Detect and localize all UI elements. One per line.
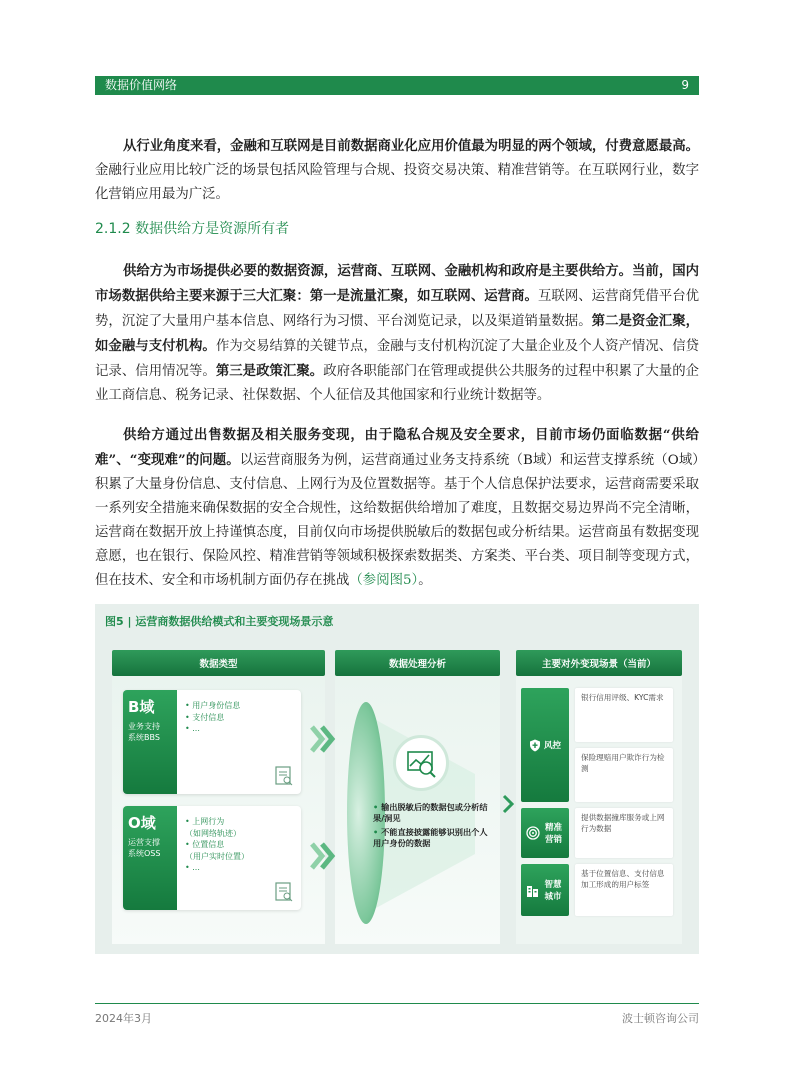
b-domain-card xyxy=(123,690,301,794)
header-bar xyxy=(95,76,699,95)
list-item: （用户实时位置） xyxy=(185,851,249,861)
list-item: • 位置信息 xyxy=(185,840,225,849)
list-item: • 用户身份信息 xyxy=(185,701,241,710)
scene-label-marketing: 精准营销 xyxy=(544,823,562,845)
chevron-right-icon xyxy=(501,794,515,814)
b-domain-name: B域 xyxy=(128,698,155,716)
column-header-processing: 数据处理分析 xyxy=(335,650,500,676)
b-domain-desc1: 业务支持 xyxy=(128,722,160,731)
paragraph-3 xyxy=(95,423,699,593)
list-item: • 不能直接披露能够识别出个人用户身份的数据 xyxy=(373,827,493,849)
list-item: • 上网行为 xyxy=(185,817,225,826)
para1-text: 金融行业应用比较广泛的场景包括风险管理与合规、投资交易决策、精准营销等。在互联网行业，数字化营销应用最为广泛。 xyxy=(95,163,699,202)
scene-label-city: 智慧城市 xyxy=(544,880,562,902)
list-item: • ... xyxy=(185,724,200,733)
o-domain-desc2: 系统OSS xyxy=(128,849,161,858)
para2-s5: 第三是政策汇聚。 xyxy=(215,363,324,379)
para2-s4: 作为交易结算的关键节点，金融与支付机构沉淀了大量企业及个人资产情况、信贷记录、信用情况等。 xyxy=(95,339,700,379)
processing-list xyxy=(373,802,493,852)
scene-tag-risk xyxy=(521,688,569,802)
para3-end: 。 xyxy=(418,573,432,588)
building-icon xyxy=(526,883,539,897)
scene-box-risk-1: 银行信用评级、KYC需求 xyxy=(575,688,673,742)
b-domain-list xyxy=(185,700,240,735)
figure-title: 图5 | 运营商数据供给模式和主要变现场景示意 xyxy=(105,615,334,628)
o-domain-tag xyxy=(123,806,177,910)
scene-box-risk-2: 保险理赔用户欺诈行为检测 xyxy=(575,748,673,802)
scene-label-risk: 风控 xyxy=(543,741,561,751)
section-title: 数据价值网络 xyxy=(105,78,178,92)
para2-s2: 互联网、运营商凭借平台优势，沉淀了大量用户基本信息、网络行为习惯、平台浏览记录，以及渠道销量数据。 xyxy=(95,289,700,329)
column-header-data-type: 数据类型 xyxy=(112,650,325,676)
list-item: • 输出脱敏后的数据包或分析结果/洞见 xyxy=(373,802,493,824)
scene-box-city: 基于位置信息、支付信息加工形成的用户标签 xyxy=(575,864,673,916)
o-domain-list xyxy=(185,816,249,874)
column-header-scenes: 主要对外变现场景（当前） xyxy=(516,650,682,676)
target-icon xyxy=(526,826,540,840)
para2-s3: 第二是资金汇聚，如金融与支付机构。 xyxy=(95,313,700,354)
para3-s2: 以运营商服务为例，运营商通过业务支持系统（B域）和运营支撑系统（O域）积累了大量身份信息、支付信息、上网行为及位置数据等。基于个人信息保护法要求，运营商需要采取一系列安全措施来确保数据的安全合规性，这给数据供给增加了难度，且数据交易边界尚不完全清晰，运营商在数据开放上持谨慎态度，目前仅向市场提供脱敏后的数据包或分析结果。运营商虽有数据变现意愿，也在银行、保险风控、精准营销等领域积极探索数据类、方案类、平台类、项目制等变现方式，但在技术、安全和市场机制方面仍存在挑战 xyxy=(95,453,699,588)
scene-tag-marketing xyxy=(521,808,569,858)
footer-divider xyxy=(95,1003,699,1004)
paragraph-1 xyxy=(95,134,699,207)
document-icon xyxy=(275,882,293,902)
chevron-right-icon xyxy=(308,841,338,871)
list-item: • ... xyxy=(185,863,200,872)
footer-company: 波士顿咨询公司 xyxy=(622,1012,699,1025)
document-icon xyxy=(275,766,293,786)
section-heading: 2.1.2 数据供给方是资源所有者 xyxy=(95,221,290,237)
para3-s1: 供给方通过出售数据及相关服务变现，由于隐私合规及安全要求，目前市场仍面临数据“供给难”、“变现难”的问题。 xyxy=(95,427,699,468)
analysis-icon xyxy=(393,735,449,791)
para2-s1: 供给方为市场提供必要的数据资源，运营商、互联网、金融机构和政府是主要供给方。当前，国内市场数据供给主要来源于三大汇聚：第一是流量汇聚，如互联网、运营商。 xyxy=(95,263,699,304)
shield-icon xyxy=(529,739,541,752)
page-number: 9 xyxy=(681,78,689,92)
para2-s6: 政府各职能部门在管理或提供公共服务的过程中积累了大量的企业工商信息、税务记录、社保数据、个人征信及其他国家和行业统计数据等。 xyxy=(95,364,700,403)
paragraph-2 xyxy=(95,259,699,408)
footer-date: 2024年3月 xyxy=(95,1012,152,1025)
o-domain-name: O域 xyxy=(128,814,156,832)
o-domain-desc1: 运营支撑 xyxy=(128,838,160,847)
figure-5 xyxy=(95,604,699,954)
scene-box-marketing: 提供数据撞库服务或上网行为数据 xyxy=(575,808,673,858)
para1-bold: 从行业角度来看，金融和互联网是目前数据商业化应用价值最为明显的两个领域，付费意愿最高。 xyxy=(123,138,699,154)
b-domain-desc2: 系统BBS xyxy=(128,733,160,742)
chevron-right-icon xyxy=(308,724,338,754)
list-item: • 支付信息 xyxy=(185,712,225,722)
b-domain-tag xyxy=(123,690,177,794)
scene-tag-city xyxy=(521,864,569,916)
figure-reference-link[interactable]: （参阅图5） xyxy=(349,573,419,588)
list-item: （如网络轨迹） xyxy=(185,828,241,838)
o-domain-card xyxy=(123,806,301,910)
